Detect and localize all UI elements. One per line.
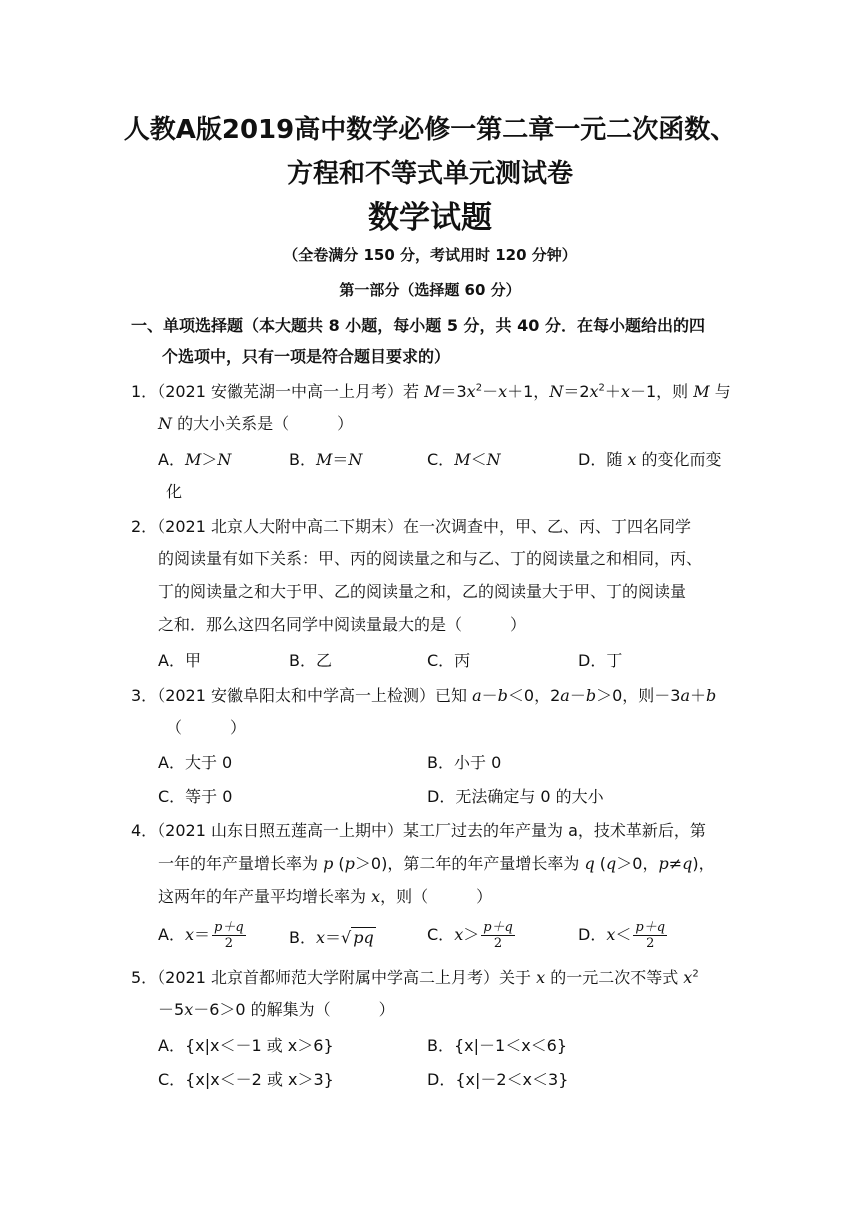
exam-title-line1: 人教A版2019高中数学必修一第二章一元二次函数、 <box>123 115 737 145</box>
question-5-option-b: B．{x|－1＜x＜6} <box>427 1036 568 1055</box>
exam-subject: 数学试题 <box>368 200 492 236</box>
fraction: $\frac{p+q}{2}$ <box>635 920 666 951</box>
question-4-option-a: A．x＝ $\frac{p+q}{2}$ <box>158 920 244 951</box>
question-1-option-b: B．M＝N <box>289 450 363 469</box>
question-4-line1: 4．（2021 山东日照五莲高一上期中）某工厂过去的年产量为 a，技术革新后，第 <box>131 821 706 840</box>
question-2-option-d: D．丁 <box>578 651 623 670</box>
question-1-line2: N 的大小关系是（ ） <box>158 414 354 433</box>
question-4-option-d: D．x＜ $\frac{p+q}{2}$ <box>578 920 666 951</box>
question-4-line3: 这两年的年产量平均增长率为 x，则（ ） <box>158 887 493 906</box>
exam-title-line2: 方程和不等式单元测试卷 <box>286 159 573 189</box>
fraction: $\frac{p+q}{2}$ <box>214 920 244 951</box>
question-2-option-c: C．丙 <box>427 651 471 670</box>
question-4-option-c: C．x＞ $\frac{p+q}{2}$ <box>427 920 513 951</box>
question-2-line4: 之和．那么这四名同学中阅读量最大的是（ ） <box>158 615 527 634</box>
question-3-line1: 3．（2021 安徽阜阳太和中学高一上检测）已知 a－b＜0，2a－b＞0，则－3a＋b <box>131 686 717 705</box>
section-heading-line1: 一、单项选择题（本大题共 8 小题，每小题 5 分，共 40 分．在每小题给出的四 <box>131 316 705 335</box>
exam-note: （全卷满分 150 分，考试用时 120 分钟） <box>283 246 577 264</box>
question-1-option-d-wrap: 化 <box>166 482 183 501</box>
section-heading-line2: 个选项中，只有一项是符合题目要求的） <box>162 347 451 366</box>
question-3-option-c: C．等于 0 <box>158 787 233 806</box>
question-1-option-a: A．M＞N <box>158 450 232 469</box>
question-5-option-a: A．{x|x＜－1 或 x＞6} <box>158 1036 334 1055</box>
question-2-line3: 丁的阅读量之和大于甲、乙的阅读量之和，乙的阅读量大于甲、丁的阅读量 <box>158 582 687 601</box>
question-1-option-d: D．随 x 的变化而变 <box>578 450 722 469</box>
question-1-line1: 1．（2021 安徽芜湖一中高一上月考）若 $M=3x^2-x+1$，$N=2x^2+x-1$，则 M 与 <box>131 382 731 401</box>
question-5-option-d: D．{x|－2＜x＜3} <box>427 1070 569 1089</box>
question-2-option-b: B．乙 <box>289 651 332 670</box>
question-5-option-c: C．{x|x＜－2 或 x＞3} <box>158 1070 334 1089</box>
question-4-option-b: B．x＝√ pq <box>289 928 374 947</box>
question-5-line1: 5．（2021 北京首都师范大学附属中学高二上月考）关于 x 的一元二次不等式 $x^2$ <box>131 968 699 987</box>
square-root: √ pq <box>341 928 374 947</box>
question-1-option-c: C．M＜N <box>427 450 501 469</box>
question-3-line2: （ ） <box>166 718 247 737</box>
question-2-line1: 2．（2021 北京人大附中高二下期末）在一次调查中，甲、乙、丙、丁四名同学 <box>131 517 691 536</box>
question-2-option-a: A．甲 <box>158 651 201 670</box>
question-3-option-a: A．大于 0 <box>158 753 233 772</box>
question-3-option-d: D．无法确定与 0 的大小 <box>427 787 604 806</box>
fraction: $\frac{p+q}{2}$ <box>483 920 513 951</box>
question-2-line2: 的阅读量有如下关系：甲、丙的阅读量之和与乙、丁的阅读量之和相同，丙、 <box>158 549 703 568</box>
question-5-line2: －5x－6＞0 的解集为（ ） <box>158 1000 395 1019</box>
question-4-line2: 一年的年产量增长率为 p (p＞0)，第二年的年产量增长率为 q (q＞0，p≠q)， <box>158 854 715 873</box>
question-3-option-b: B．小于 0 <box>427 753 502 772</box>
exam-part-heading: 第一部分（选择题 60 分） <box>339 281 521 299</box>
